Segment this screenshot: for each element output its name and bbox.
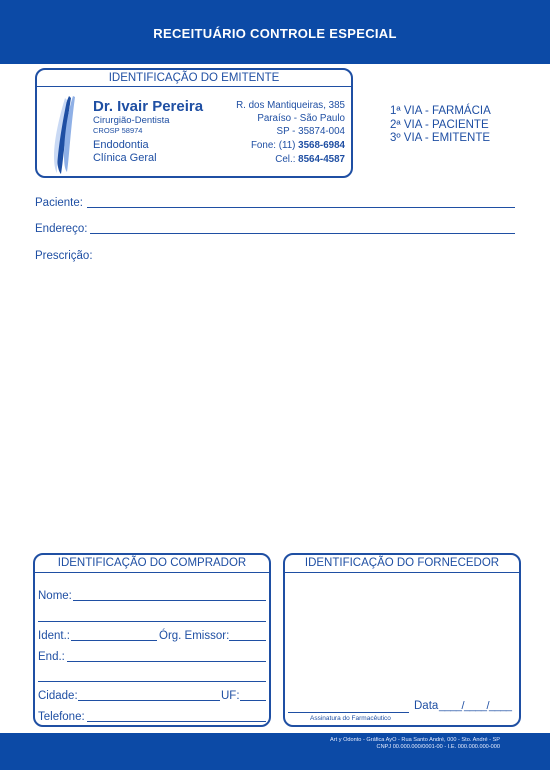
assinatura-line[interactable] xyxy=(288,712,409,713)
via-paciente: 2ª VIA - PACIENTE xyxy=(390,118,489,131)
orgao-emissor-line[interactable] xyxy=(229,640,266,641)
uf-line[interactable] xyxy=(240,700,266,701)
copy-list xyxy=(390,105,491,146)
emitente-section-title: IDENTIFICAÇÃO DO EMITENTE xyxy=(37,70,351,87)
assinatura-caption: Assinatura do Farmacêutico xyxy=(310,715,391,722)
nome-line[interactable] xyxy=(73,600,266,601)
cel-line xyxy=(275,154,345,165)
end-line-2[interactable] xyxy=(38,681,266,682)
fornecedor-box xyxy=(283,553,521,727)
data-label: Data xyxy=(414,700,439,712)
end-label: End.: xyxy=(38,651,65,663)
orgao-emissor-label: Órg. Emissor: xyxy=(159,630,230,642)
footer-bar xyxy=(0,733,550,770)
ident-line[interactable] xyxy=(71,640,157,641)
tooth-logo-icon xyxy=(51,94,77,176)
header-bar xyxy=(0,0,550,64)
footer-line-2: CNPJ 00.000.000/0001-00 - I.E. 000.000.000-000 xyxy=(376,744,500,750)
via-emitente: 3º VIA - EMITENTE xyxy=(390,132,491,144)
document-title: RECEITUÁRIO CONTROLE ESPECIAL xyxy=(153,26,397,41)
emitente-box xyxy=(35,68,353,178)
end-line[interactable] xyxy=(67,661,266,662)
nome-line-2[interactable] xyxy=(38,621,266,622)
nome-label: Nome: xyxy=(38,590,72,602)
prescricao-label: Prescrição: xyxy=(35,250,93,262)
specialty-clinica-geral: Clínica Geral xyxy=(93,152,157,164)
uf-label: UF: xyxy=(221,690,240,702)
endereco-label: Endereço: xyxy=(35,223,88,235)
phone-line xyxy=(251,140,345,151)
comprador-section-title: IDENTIFICAÇÃO DO COMPRADOR xyxy=(35,555,269,573)
comprador-box xyxy=(33,553,271,727)
via-farmacia: 1ª VIA - FARMÁCIA xyxy=(390,105,491,117)
paciente-label: Paciente: xyxy=(35,197,83,209)
address-district: Paraíso - São Paulo xyxy=(257,113,345,124)
cel-label: Cel.: xyxy=(275,154,299,165)
doctor-name: Dr. Ivair Pereira xyxy=(93,98,204,115)
doctor-role: Cirurgião-Dentista xyxy=(93,115,170,126)
paciente-line[interactable] xyxy=(87,207,515,208)
address-street: R. dos Mantiqueiras, 385 xyxy=(236,100,345,111)
specialty-endodontia: Endodontia xyxy=(93,139,149,151)
phone-number: 3568-6984 xyxy=(298,140,345,151)
phone-label: Fone: (11) xyxy=(250,140,299,151)
cidade-line[interactable] xyxy=(78,700,220,701)
data-field[interactable]: ____/____/____ xyxy=(439,700,512,712)
address-zip: SP - 35874-004 xyxy=(276,126,345,137)
footer-line-1: Art y Odonto - Gráfica AyO - Rua Santo André, 000 - Sto. André - SP xyxy=(330,737,500,743)
cidade-label: Cidade: xyxy=(38,690,78,702)
endereco-line[interactable] xyxy=(90,233,515,234)
crosp-number: CROSP 58974 xyxy=(93,126,143,135)
telefone-line[interactable] xyxy=(87,721,266,722)
cel-number: 8564-4587 xyxy=(298,154,345,165)
fornecedor-section-title: IDENTIFICAÇÃO DO FORNECEDOR xyxy=(285,555,519,573)
telefone-label: Telefone: xyxy=(38,711,85,723)
ident-label: Ident.: xyxy=(38,630,70,642)
